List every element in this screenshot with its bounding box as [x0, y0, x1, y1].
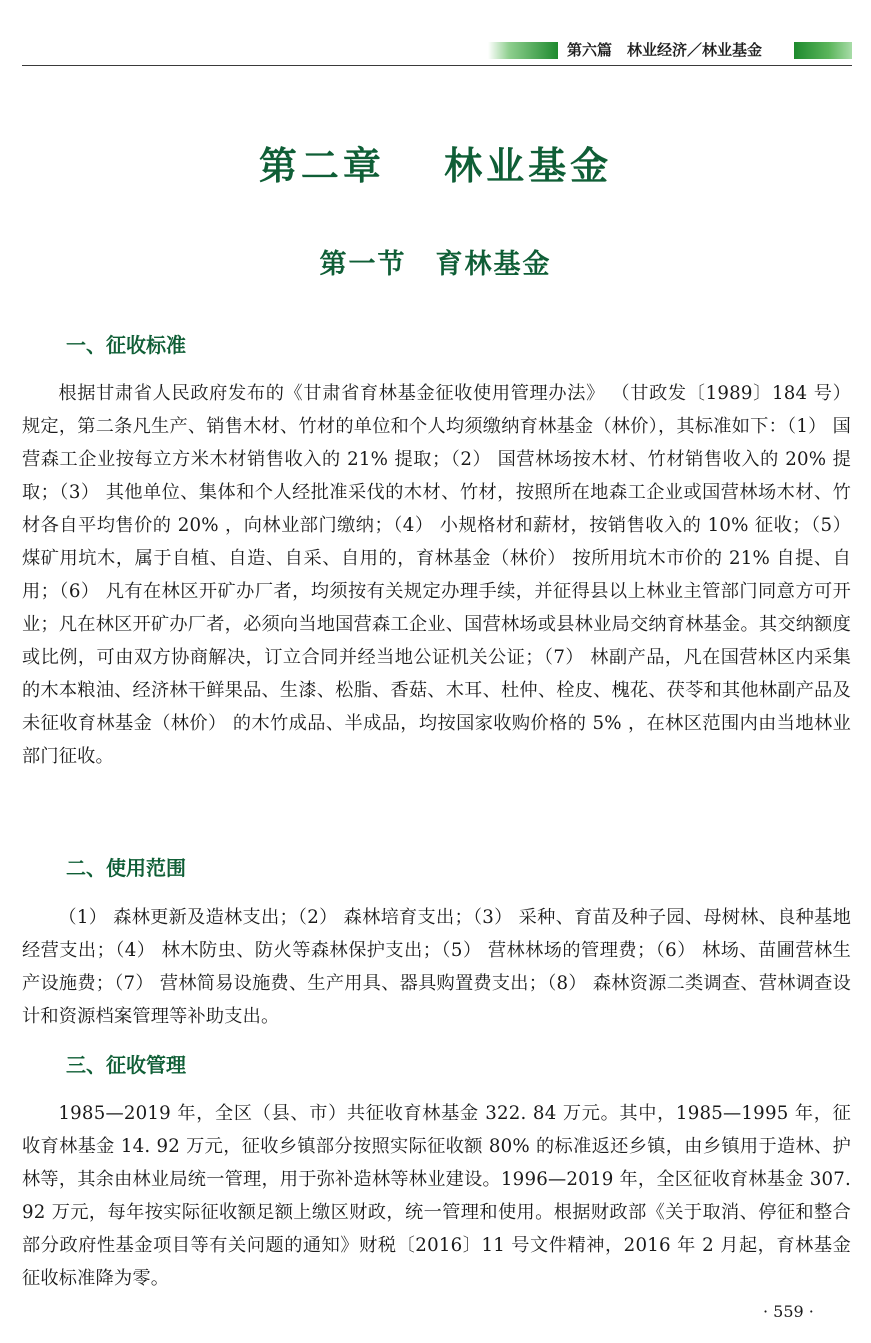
paragraph-usage-scope: （1） 森林更新及造林支出；（2） 森林培育支出；（3） 采种、育苗及种子园、母树林、良种基地经营支出；（4） 林木防虫、防火等森林保护支出；（5） 营林林场的管理费；（6） 林场、苗圃营林生产设施费；（7） 营林简易设施费、生产用具、器具购置费支出；（8） 森林资源二类调查、营林调查设计和资源档案管理等补助支出。	[22, 907, 851, 1027]
subheading-collection-standard: 一、征收标准	[66, 333, 186, 357]
header-rule	[22, 65, 852, 66]
paragraph-collection-standard: 根据甘肃省人民政府发布的《甘肃省育林基金征收使用管理办法》 （甘政发〔1989〕184 号）规定，第二条凡生产、销售木材、竹材的单位和个人均须缴纳育林基金（林价），其标准如下：（1） 国营森工企业按每立方米木材销售收入的 21% 提取；（2） 国营林场按木材、竹材销售收入的 20% 提取；（3） 其他单位、集体和个人经批准采伐的木材、竹材，按照所在地森工企业或国营林场木材、竹材各自平均售价的 20% ，向林业部门缴纳；（4） 小规格材和薪材，按销售收入的 10% 征收；（5） 煤矿用坑木，属于自植、自造、自采、自用的，育林基金（林价） 按所用坑木市价的 21% 自提、自用；（6） 凡有在林区开矿办厂者，均须按有关规定办理手续，并征得县以上林业主管部门同意方可开业；凡在林区开矿办厂者，必须向当地国营森工企业、国营林场或县林业局交纳育林基金。其交纳额度或比例，可由双方协商解决，订立合同并经当地公证机关公证；（7） 林副产品，凡在国营林区内采集的木本粮油、经济林干鲜果品、生漆、松脂、香菇、木耳、杜仲、栓皮、槐花、茯苓和其他林副产品及未征收育林基金（林价） 的木竹成品、半成品，均按国家收购价格的 5% ，在林区范围内由当地林业部门征收。	[22, 383, 851, 767]
page-number: · 559 ·	[763, 1302, 814, 1321]
paragraph-collection-management: 1985—2019 年，全区（县、市）共征收育林基金 322. 84 万元。其中，1985—1995 年，征收育林基金 14. 92 万元，征收乡镇部分按照实际征收额 80% 的标准返还乡镇，由乡镇用于造林、护林等，其余由林业局统一管理，用于弥补造林等林业建设。1996—2019 年，全区征收育林基金 307. 92 万元，每年按实际征收额足额上缴区财政，统一管理和使用。根据财政部《关于取消、停征和整合部分政府性基金项目等有关问题的通知》财税〔2016〕11 号文件精神，2016 年 2 月起，育林基金征收标准降为零。	[22, 1103, 851, 1289]
subheading-usage-scope: 二、使用范围	[66, 856, 186, 880]
header-accent-bar-right	[794, 42, 852, 59]
chapter-title: 第二章 林业基金	[258, 144, 613, 188]
running-header	[22, 40, 852, 66]
header-accent-bar-left	[488, 42, 558, 59]
running-title: 第六篇 林业经济／林业基金	[567, 41, 763, 59]
subheading-collection-management: 三、征收管理	[66, 1053, 186, 1077]
section-title: 第一节 育林基金	[319, 249, 552, 280]
